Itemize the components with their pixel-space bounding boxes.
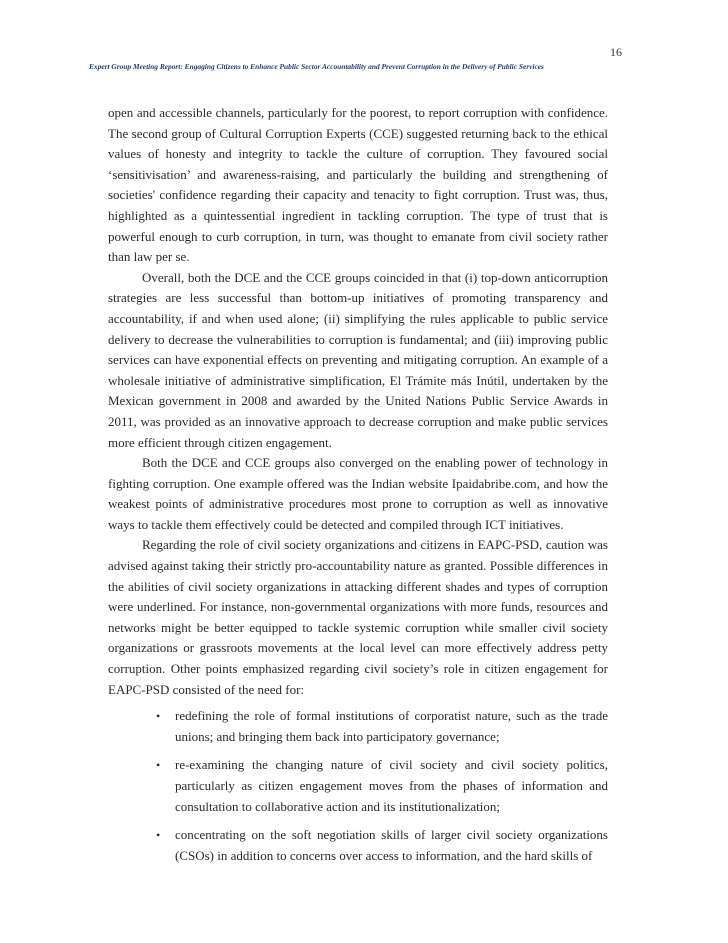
list-item <box>108 825 608 866</box>
list-item <box>108 755 608 817</box>
page-number: 16 <box>610 45 622 59</box>
running-header: Expert Group Meeting Report: Engaging Citizens to Enhance Public Sector Accountability and Prevent Corruption in the Delivery of Public Services <box>89 62 544 71</box>
paragraph-3: Both the DCE and CCE groups also converged on the enabling power of technology in fighting corruption. One example offered was the Indian website Ipaidabribe.com, and how the weakest points of administrative procedures most prone to corruption as well as innovative ways to tackle them effectively could be detected and compiled through ICT initiatives. <box>108 455 608 532</box>
bullet-icon: • <box>156 758 161 773</box>
list-item-text: re-examining the changing nature of civil society and civil society politics, particularly as citizen engagement moves from the phases of information and consultation to collaborative action and its institutionalization; <box>175 757 608 814</box>
paragraph-2: Overall, both the DCE and the CCE groups coincided in that (i) top-down anticorruption strategies are less successful than bottom-up initiatives of promoting transparency and accountability, if and when used alone; (ii) simplifying the rules applicable to public service delivery to decrease the vulnerabilities to corruption is fundamental; and (iii) improving public services can have exponential effects on preventing and mitigating corruption. An example of a wholesale initiative of administrative simplification, El Trámite más Inútil, undertaken by the Mexican government in 2008 and awarded by the United Nations Public Service Awards in 2011, was provided as an innovative approach to decrease corruption and make public services more efficient through citizen engagement. <box>108 269 608 450</box>
list-item-text: redefining the role of formal institutions of corporatist nature, such as the trade unions; and bringing them back into participatory governance; <box>175 708 608 744</box>
paragraph-4: Regarding the role of civil society organizations and citizens in EAPC-PSD, caution was advised against taking their strictly pro-accountability nature as granted. Possible differences in the abilities of civil society organizations in attacking different shades and types of corruption were underlined. For instance, non-governmental organizations with more funds, resources and networks might be better equipped to tackle systemic corruption while smaller civil society organizations or grassroots movements at the local level can more effectively address petty corruption. Other points emphasized regarding civil society’s role in citizen engagement for EAPC-PSD consisted of the need for: <box>108 537 608 697</box>
bullet-icon: • <box>156 828 161 843</box>
paragraph-1: open and accessible channels, particularly for the poorest, to report corruption with confidence. The second group of Cultural Corruption Experts (CCE) suggested returning back to the ethical values of honesty and integrity to tackle the culture of corruption. They favoured social ‘sensitivisation’ and awareness-raising, and particularly the building and strengthening of societies' confidence regarding their capacity and tenacity to fight corruption. Trust was, thus, highlighted as a quintessential ingredient in tackling corruption. The type of trust that is powerful enough to curb corruption, in turn, was thought to emanate from civil society rather than law per se. <box>108 105 608 265</box>
bullet-icon: • <box>156 709 161 724</box>
list-item-text: concentrating on the soft negotiation skills of larger civil society organizations (CSOs) in addition to concerns over access to information, and the hard skills of <box>175 827 608 863</box>
bullet-list <box>108 706 608 866</box>
document-body <box>108 103 608 874</box>
list-item <box>108 706 608 747</box>
